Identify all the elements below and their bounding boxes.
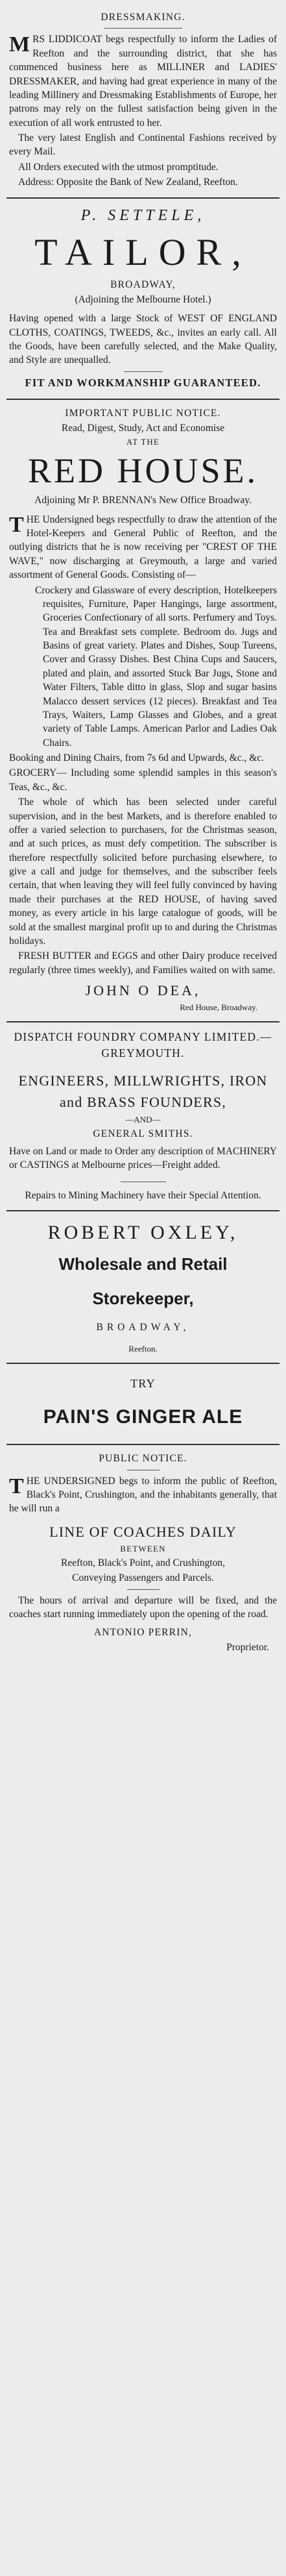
route-line: Reefton, Black's Point, and Crushington, [61, 1557, 225, 1569]
ginger-ale-ad [6, 1364, 280, 1445]
street-name: BROADWAY, [110, 279, 176, 290]
divider [127, 1589, 160, 1590]
tailor-ad [6, 199, 280, 400]
town-name: Reefton. [128, 1344, 158, 1354]
ad-line: The very latest English and Continental Fashions received by every Mail. [9, 132, 277, 158]
at-the-label: AT THE [126, 437, 160, 447]
ad-line: GROCERY— Including some splendid samples in this season's Teas, &c., &c. [9, 767, 277, 793]
notice-heading: PUBLIC NOTICE. [99, 1453, 187, 1465]
advertiser-name: ROBERT OXLEY, [47, 1222, 239, 1244]
signature-name: ANTONIO PERRIN, [93, 1626, 193, 1638]
signature-title: Proprietor. [226, 1641, 269, 1653]
ad-line: All Orders executed with the utmost promptitude. [18, 161, 219, 173]
trade-line: ENGINEERS, MILLWRIGHTS, IRON and BRASS FOUNDERS, [18, 1072, 268, 1110]
service-line: LINE OF COACHES DAILY [49, 1523, 237, 1540]
guarantee-line: FIT AND WORKMANSHIP GUARANTEED. [25, 376, 261, 389]
red-house-ad [6, 400, 280, 1023]
between-label: BETWEEN [120, 1544, 166, 1554]
goods-list: Crockery and Glassware of every description, Hotelkeepers requisites, Furniture, Paper Hangings, large assortment, Groceries Confectionary of all sorts. Perfumery and Toys. Tea and Breakfast sets complete. Bedroom do. Jugs and Basins of great variety. Plates and Dishes, Soup Tureens, Cover and Grassy Dishes. Best China Cups and Saucers, plated and plain, and assorted Stuck Bar Jugs, Stone and Water Filters, Table ditto in glass, Slop and sugar basins Malacco dessert services (12 pieces). Breakfast and Tea Trays, Waiters, Lamp Glasses and Globes, and a great variety of Table Lamps. American Parlor and Ladies Oak Chairs. [35, 584, 277, 749]
ad-intro: THE Undersigned begs respectfully to draw the attention of the Hotel-Keepers and General Public of Reefton, and the outlying districts that he is now receiving per "CREST OF THE WAVE," now discharging at Greymouth, a large and varied assortment of General Goods. Consisting of— [9, 512, 277, 581]
ad-heading: DRESSMAKING. [101, 12, 185, 23]
tagline: Read, Digest, Study, Act and Economise [61, 423, 225, 434]
ad-line: Conveying Passengers and Parcels. [72, 1572, 214, 1584]
ad-line: Booking and Dining Chairs, from 7s 6d and Upwards, &c., &c. [9, 752, 265, 764]
ad-body: The whole of which has been selected under careful supervision, and in the best Markets, and is therefore enabled to offer a varied selection to purchasers, for the Christmas season, and at such prices, as must defy competition. The subscriber is therefore respectfully solicited before purchasing elsewhere, to give a call and judge for themselves, and the subscriber feels certain, that when leaving they will feel fully convinced by having made their purchases at the RED HOUSE, of having saved money, as every article in his large catalogue of goods, will be sold at the smallest marginal profit up to and during the Christmas holidays. [9, 797, 277, 947]
trade-line: GENERAL SMITHS. [93, 1128, 193, 1139]
advertiser-name: P. SETTELE, [80, 206, 206, 224]
storekeeper-ad [6, 1211, 280, 1364]
ad-intro: THE UNDERSIGNED begs to inform the public of Reefton, Black's Point, Crushington, and the inhabitants generally, that he will run a [9, 1474, 277, 1515]
signature-name: JOHN O DEA, [85, 982, 201, 999]
location-note: Adjoining Mr P. BRENNAN's New Office Broadway. [34, 495, 252, 506]
ad-address: Address: Opposite the Bank of New Zealand, Reefton. [18, 177, 238, 188]
and-label: —AND— [125, 1114, 161, 1124]
store-title: RED HOUSE. [27, 451, 258, 491]
product-title: PAIN'S GINGER ALE [43, 1406, 243, 1428]
street-name: BROADWAY, [96, 1322, 190, 1333]
ad-line: Repairs to Mining Machinery have their Special Attention. [25, 1189, 261, 1201]
try-label: TRY [130, 1377, 156, 1391]
signature-address: Red House, Broadway. [180, 1002, 257, 1013]
ad-line: FRESH BUTTER and EGGS and other Dairy produce received regularly (three times weekly), and Families waited on with same. [9, 950, 277, 976]
ad-body: Having opened with a large Stock of WEST OF ENGLAND CLOTHS, COATINGS, TWEEDS, &c., invites an early call. All the Goods, have been carefully selected, and the Make Quality, and Style are unequalled. [9, 313, 277, 366]
trade-heading: TAILOR, [34, 230, 252, 273]
notice-heading: IMPORTANT PUBLIC NOTICE. [65, 407, 221, 419]
foundry-ad [6, 1022, 280, 1211]
divider [104, 28, 182, 29]
location-note: (Adjoining the Melbourne Hotel.) [75, 293, 211, 305]
trade-line: Storekeeper, [92, 1289, 194, 1309]
ad-body: MRS LIDDICOAT begs respectfully to inform the Ladies of Reefton and the surrounding district, that she has commenced business here as MILLINER and LADIES' DRESSMAKER, and having had great experience in many of the leading Millinery and Dressmaking Establishments of Europe, her patrons may rely on the fullest satisfaction being given in the execution of all work entrusted to her. [9, 32, 277, 129]
coaches-ad [6, 1445, 280, 1662]
ad-body: The hours of arrival and departure will be fixed, and the coaches start running immediately upon the opening of the road. [9, 1594, 277, 1620]
dressmaking-ad [6, 4, 280, 199]
newspaper-column [6, 0, 280, 1666]
company-title: DISPATCH FOUNDRY COMPANY LIMITED.—GREYMOUTH. [14, 1030, 272, 1059]
ad-body: Have on Land or made to Order any description of MACHINERY or CASTINGS at Melbourne prices—Freight added. [9, 1145, 277, 1171]
divider [124, 371, 163, 372]
trade-line: Wholesale and Retail [58, 1254, 228, 1274]
